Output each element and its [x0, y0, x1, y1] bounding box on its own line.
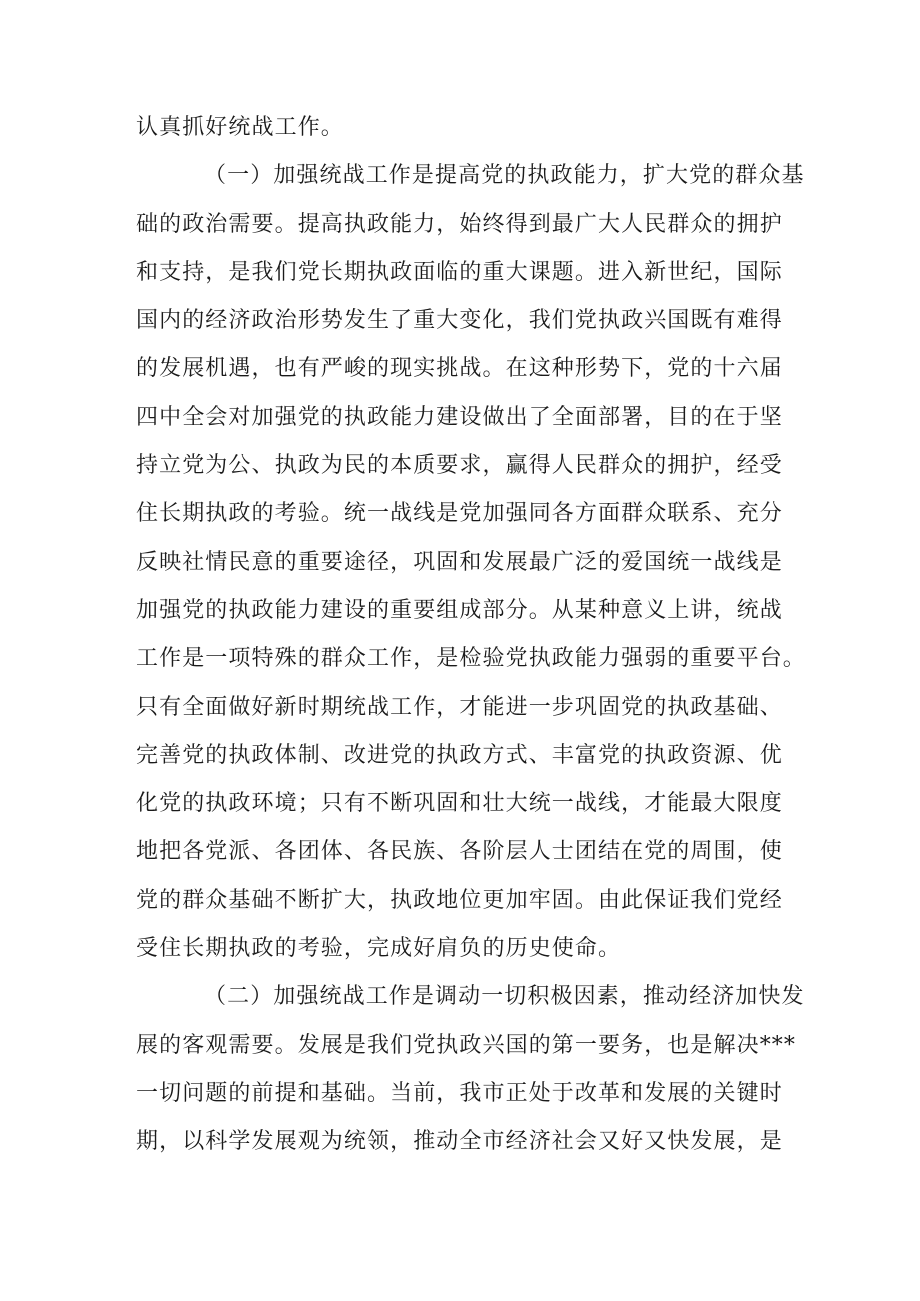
text-line: 持立党为公、执政为民的本质要求，赢得人民群众的拥护，经受	[136, 453, 783, 479]
paragraph-heading-line: （一）加强统战工作是提高党的执政能力，扩大党的群众基	[204, 163, 805, 189]
paragraph-heading-line: （二）加强统战工作是调动一切积极因素，推动经济加快发	[204, 984, 805, 1010]
body-text	[136, 104, 806, 1167]
text-line: 的发展机遇，也有严峻的现实挑战。在这种形势下，党的十六届	[136, 356, 783, 382]
text-line: 只有全面做好新时期统战工作，才能进一步巩固党的执政基础、	[136, 694, 783, 720]
text-line: 地把各党派、各团体、各民族、各阶层人士团结在党的周围，使	[136, 839, 783, 865]
text-line: 展的客观需要。发展是我们党执政兴国的第一要务，也是解决***	[136, 1032, 797, 1058]
text-line: 认真抓好统战工作。	[136, 115, 344, 140]
text-line: 四中全会对加强党的执政能力建设做出了全面部署，目的在于坚	[136, 404, 783, 430]
text-line: 础的政治需要。提高执政能力，始终得到最广大人民群众的拥护	[136, 211, 783, 237]
text-line: 党的群众基础不断扩大，执政地位更加牢固。由此保证我们党经	[136, 887, 783, 913]
text-line: 受住长期执政的考验，完成好肩负的历史使命。	[136, 936, 622, 962]
text-line: 期，以科学发展观为统领，推动全市经济社会又好又快发展，是	[136, 1129, 783, 1155]
text-line: 和支持，是我们党长期执政面临的重大课题。进入新世纪，国际	[136, 259, 783, 285]
text-line: 一切问题的前提和基础。当前，我市正处于改革和发展的关键时	[136, 1080, 783, 1106]
text-line: 化党的执政环境；只有不断巩固和壮大统一战线，才能最大限度	[136, 791, 783, 817]
text-line: 工作是一项特殊的群众工作，是检验党执政能力强弱的重要平台。	[136, 646, 806, 672]
text-line: 加强党的执政能力建设的重要组成部分。从某种意义上讲，统战	[136, 597, 783, 623]
text-line: 反映社情民意的重要途径，巩固和发展最广泛的爱国统一战线是	[136, 549, 783, 575]
text-line: 国内的经济政治形势发生了重大变化，我们党执政兴国既有难得	[136, 308, 783, 334]
text-line: 完善党的执政体制、改进党的执政方式、丰富党的执政资源、优	[136, 742, 783, 768]
text-line: 住长期执政的考验。统一战线是党加强同各方面群众联系、充分	[136, 501, 783, 527]
